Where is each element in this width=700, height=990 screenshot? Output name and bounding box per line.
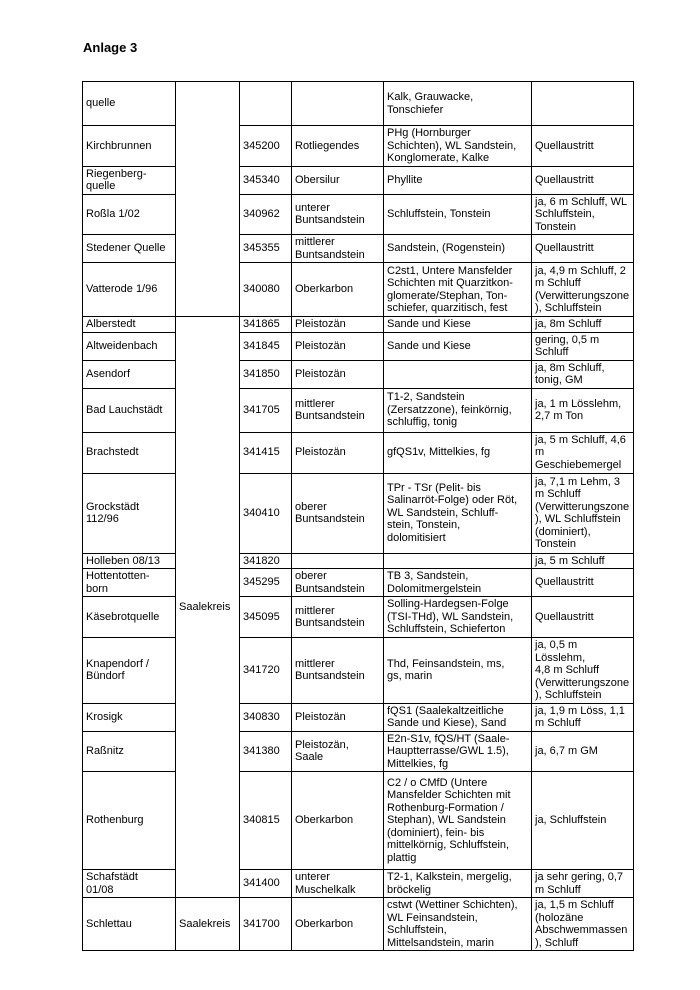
- lithology: Phyllite: [384, 166, 532, 194]
- table-row: [83, 388, 634, 432]
- table-row: [83, 166, 634, 194]
- lithology: PHg (Hornburger Schichten), WL Sandstein, Konglomerate, Kalke: [384, 126, 532, 167]
- site-id: 345355: [240, 235, 292, 263]
- site-id: 345295: [240, 569, 292, 597]
- stratigraphy: unterer Muschelkalk: [292, 870, 384, 898]
- site-id: 345200: [240, 126, 292, 167]
- stratigraphy: unterer Buntsandstein: [292, 194, 384, 235]
- lithology: Schluffstein, Tonstein: [384, 194, 532, 235]
- location-name: Kirchbrunnen: [83, 126, 176, 167]
- cover-note: ja, 8m Schluff, tonig, GM: [532, 360, 634, 388]
- table-row: [83, 263, 634, 317]
- site-id: 340815: [240, 772, 292, 870]
- site-id: 345340: [240, 166, 292, 194]
- lithology: Thd, Feinsandstein, ms, gs, marin: [384, 638, 532, 704]
- district-cell: [176, 82, 240, 317]
- stratigraphy: Pleistozän: [292, 332, 384, 360]
- stratigraphy: mittlerer Buntsandstein: [292, 388, 384, 432]
- location-name: Grockstädt 112/96: [83, 473, 176, 553]
- table-row: [83, 82, 634, 126]
- location-name: Asendorf: [83, 360, 176, 388]
- page-title: Anlage 3: [83, 40, 138, 55]
- lithology: [384, 360, 532, 388]
- stratigraphy: Oberkarbon: [292, 772, 384, 870]
- stratigraphy: Pleistozän: [292, 703, 384, 731]
- location-name: Knapendorf / Bündorf: [83, 638, 176, 704]
- location-name: Bad Lauchstädt: [83, 388, 176, 432]
- location-name: Schlettau: [83, 898, 176, 951]
- lithology: C2st1, Untere Mansfelder Schichten mit Quarzitkon- glomerate/Stephan, Ton- schiefer, quarzitisch, fest: [384, 263, 532, 317]
- location-name: Rothenburg: [83, 772, 176, 870]
- table-row: [83, 235, 634, 263]
- cover-note: ja, 8m Schluff: [532, 317, 634, 333]
- stratigraphy: [292, 553, 384, 569]
- cover-note: Quellaustritt: [532, 235, 634, 263]
- table-row: [83, 731, 634, 772]
- stratigraphy: mittlerer Buntsandstein: [292, 638, 384, 704]
- location-name: Brachstedt: [83, 432, 176, 473]
- lithology: TPr - TSr (Pelit- bis Salinarröt-Folge) oder Röt, WL Sandstein, Schluff- stein, Tonstein, dolomitisiert: [384, 473, 532, 553]
- lithology: cstwt (Wettiner Schichten), WL Feinsandstein, Schluffstein, Mittelsandstein, marin: [384, 898, 532, 951]
- site-id: 341415: [240, 432, 292, 473]
- cover-note: [532, 82, 634, 126]
- lithology: [384, 553, 532, 569]
- cover-note: Quellaustritt: [532, 569, 634, 597]
- cover-note: ja, 4,9 m Schluff, 2 m Schluff (Verwitterungszone ), Schluffstein: [532, 263, 634, 317]
- lithology: TB 3, Sandstein, Dolomitmergelstein: [384, 569, 532, 597]
- table-row: [83, 772, 634, 870]
- stratigraphy: Pleistozän: [292, 317, 384, 333]
- cover-note: Quellaustritt: [532, 597, 634, 638]
- lithology: gfQS1v, Mittelkies, fg: [384, 432, 532, 473]
- table-row: [83, 638, 634, 704]
- location-name: Riegenberg- quelle: [83, 166, 176, 194]
- location-name: Raßnitz: [83, 731, 176, 772]
- stratigraphy: oberer Buntsandstein: [292, 473, 384, 553]
- stratigraphy: Oberkarbon: [292, 263, 384, 317]
- location-name: Roßla 1/02: [83, 194, 176, 235]
- site-id: 341820: [240, 553, 292, 569]
- location-name: Stedener Quelle: [83, 235, 176, 263]
- table-row: [83, 194, 634, 235]
- cover-note: ja, Schluffstein: [532, 772, 634, 870]
- lithology: Sandstein, (Rogenstein): [384, 235, 532, 263]
- table-row: [83, 703, 634, 731]
- cover-note: ja sehr gering, 0,7 m Schluff: [532, 870, 634, 898]
- location-name: quelle: [83, 82, 176, 126]
- table-row: [83, 473, 634, 553]
- lithology: Sande und Kiese: [384, 317, 532, 333]
- site-id: 340962: [240, 194, 292, 235]
- site-id: 341700: [240, 898, 292, 951]
- site-id: 345095: [240, 597, 292, 638]
- cover-note: Quellaustritt: [532, 166, 634, 194]
- lithology: T1-2, Sandstein (Zersatzzone), feinkörnig, schluffig, tonig: [384, 388, 532, 432]
- location-name: Schafstädt 01/08: [83, 870, 176, 898]
- table-row: [83, 898, 634, 951]
- cover-note: ja, 1,5 m Schluff (holozäne Abschwemmassen ), Schluff: [532, 898, 634, 951]
- stratigraphy: Obersilur: [292, 166, 384, 194]
- site-id: 341400: [240, 870, 292, 898]
- cover-note: ja, 7,1 m Lehm, 3 m Schluff (Verwitterungszone ), WL Schluffstein (dominiert), Tonstein: [532, 473, 634, 553]
- location-name: Käsebrotquelle: [83, 597, 176, 638]
- site-id: 341850: [240, 360, 292, 388]
- cover-note: ja, 5 m Schluff: [532, 553, 634, 569]
- site-id: 340080: [240, 263, 292, 317]
- table-row: [83, 569, 634, 597]
- cover-note: ja, 6,7 m GM: [532, 731, 634, 772]
- district-cell: Saalekreis: [176, 898, 240, 951]
- stratigraphy: [292, 82, 384, 126]
- stratigraphy: Rotliegendes: [292, 126, 384, 167]
- site-id: 341720: [240, 638, 292, 704]
- table-row: [83, 317, 634, 333]
- site-id: 341845: [240, 332, 292, 360]
- site-id: 341865: [240, 317, 292, 333]
- lithology: Sande und Kiese: [384, 332, 532, 360]
- lithology: Kalk, Grauwacke, Tonschiefer: [384, 82, 532, 126]
- table-row: [83, 332, 634, 360]
- cover-note: Quellaustritt: [532, 126, 634, 167]
- table-row: [83, 870, 634, 898]
- site-id: 340410: [240, 473, 292, 553]
- site-id: 341380: [240, 731, 292, 772]
- cover-note: gering, 0,5 m Schluff: [532, 332, 634, 360]
- data-table: [82, 81, 634, 951]
- lithology: fQS1 (Saalekaltzeitliche Sande und Kiese), Sand: [384, 703, 532, 731]
- site-id: [240, 82, 292, 126]
- cover-note: ja, 1,9 m Löss, 1,1 m Schluff: [532, 703, 634, 731]
- table-row: [83, 432, 634, 473]
- stratigraphy: oberer Buntsandstein: [292, 569, 384, 597]
- location-name: Krosigk: [83, 703, 176, 731]
- table-row: [83, 553, 634, 569]
- cover-note: ja, 5 m Schluff, 4,6 m Geschiebemergel: [532, 432, 634, 473]
- location-name: Vatterode 1/96: [83, 263, 176, 317]
- stratigraphy: mittlerer Buntsandstein: [292, 597, 384, 638]
- location-name: Altweidenbach: [83, 332, 176, 360]
- cover-note: ja, 1 m Lösslehm, 2,7 m Ton: [532, 388, 634, 432]
- stratigraphy: Pleistozän, Saale: [292, 731, 384, 772]
- lithology: Solling-Hardegsen-Folge (TSI-THd), WL Sandstein, Schluffstein, Schieferton: [384, 597, 532, 638]
- site-id: 340830: [240, 703, 292, 731]
- location-name: Alberstedt: [83, 317, 176, 333]
- district-cell: Saalekreis: [176, 317, 240, 898]
- stratigraphy: Oberkarbon: [292, 898, 384, 951]
- stratigraphy: mittlerer Buntsandstein: [292, 235, 384, 263]
- cover-note: ja, 0,5 m Lösslehm, 4,8 m Schluff (Verwitterungszone ), Schluffstein: [532, 638, 634, 704]
- location-name: Holleben 08/13: [83, 553, 176, 569]
- site-id: 341705: [240, 388, 292, 432]
- stratigraphy: Pleistozän: [292, 360, 384, 388]
- cover-note: ja, 6 m Schluff, WL Schluffstein, Tonstein: [532, 194, 634, 235]
- location-name: Hottentotten- born: [83, 569, 176, 597]
- table-row: [83, 360, 634, 388]
- table-row: [83, 126, 634, 167]
- stratigraphy: Pleistozän: [292, 432, 384, 473]
- lithology: T2-1, Kalkstein, mergelig, bröckelig: [384, 870, 532, 898]
- lithology: E2n-S1v, fQS/HT (Saale- Hauptterrasse/GWL 1.5), Mittelkies, fg: [384, 731, 532, 772]
- table-row: [83, 597, 634, 638]
- lithology: C2 / o CMfD (Untere Mansfelder Schichten mit Rothenburg-Formation / Stephan), WL Sandstein (dominiert), fein- bis mittelkörnig, Schluffstein, plattig: [384, 772, 532, 870]
